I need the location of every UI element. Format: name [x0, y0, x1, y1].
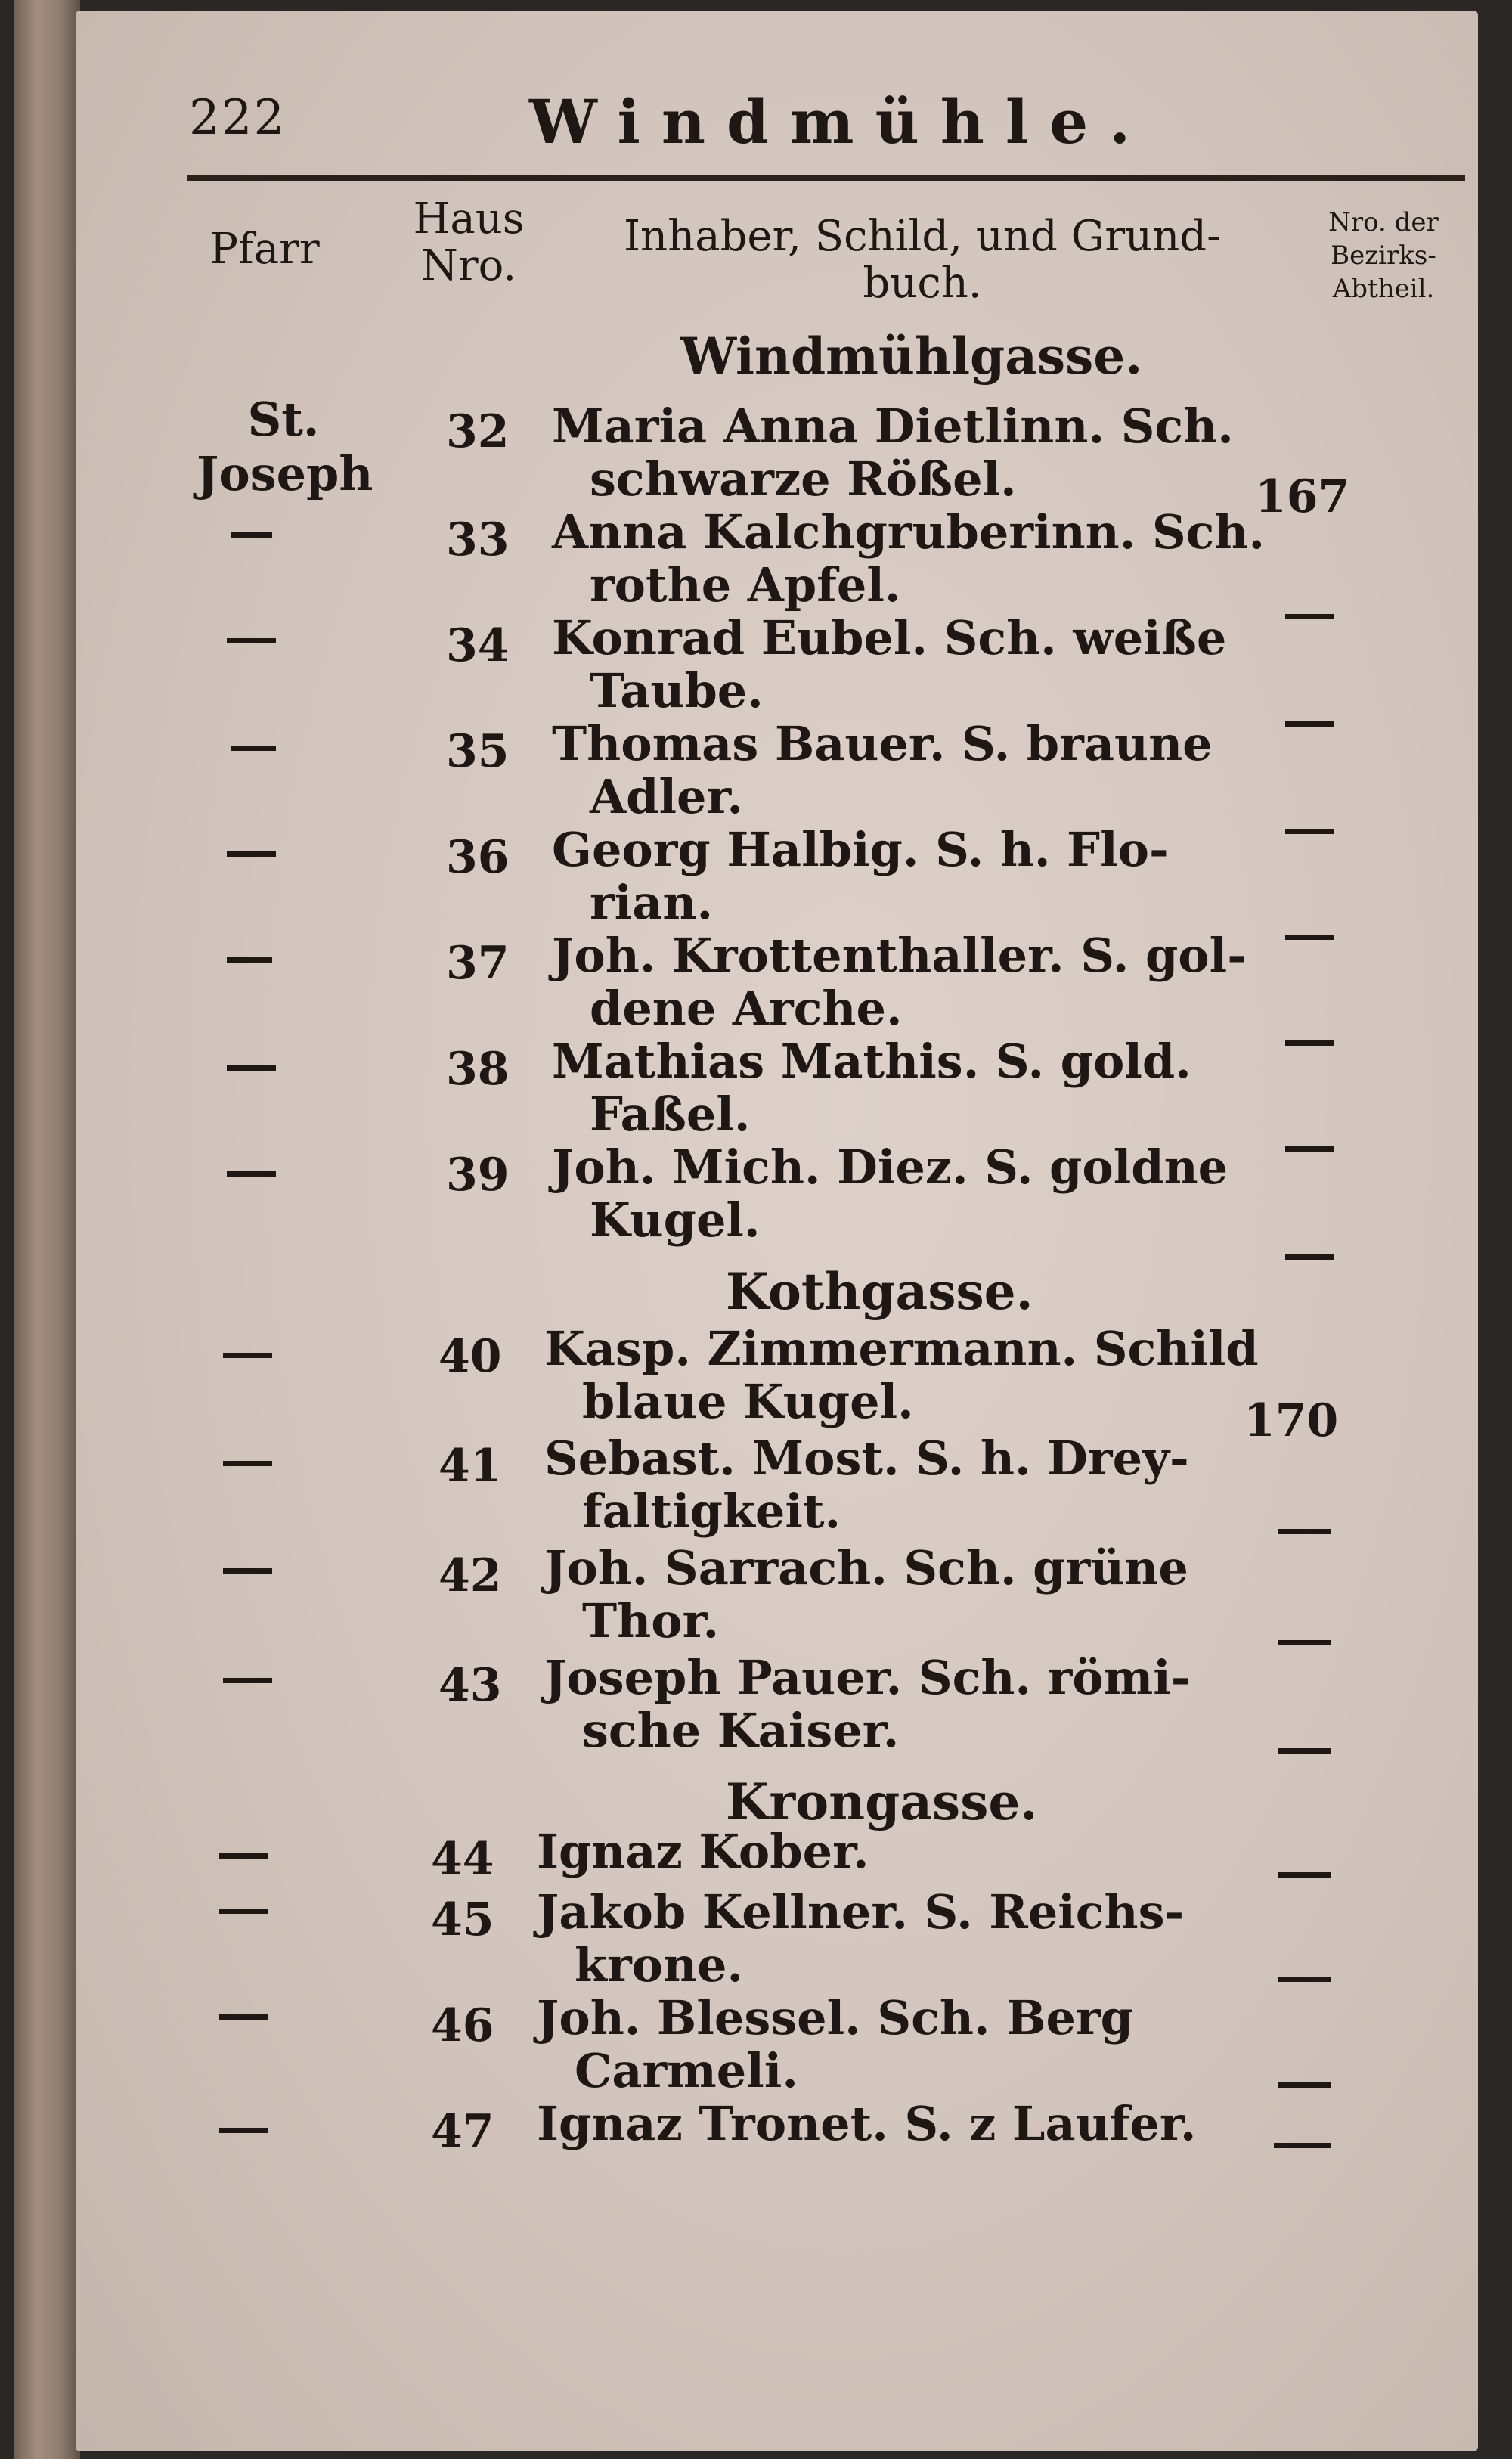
- column-header-inhaber: [559, 213, 1285, 307]
- entry-line: faltigkeit.: [582, 1484, 841, 1539]
- entry-text: [552, 823, 1169, 929]
- street-heading: Kothgasse.: [726, 1262, 1033, 1321]
- column-header-bezirk: [1293, 206, 1474, 305]
- street-heading: Windmühlgasse.: [680, 327, 1143, 386]
- column-header-pfarr: Pfarr: [209, 225, 320, 274]
- ditto-dash-pfarr: [219, 2128, 268, 2133]
- ditto-dash-pfarr: [227, 957, 272, 963]
- house-number: 41: [438, 1440, 502, 1493]
- ditto-dash-bezirk: [1278, 1640, 1331, 1645]
- ditto-dash-pfarr: [227, 1171, 276, 1177]
- ditto-dash-pfarr: [227, 638, 276, 643]
- column-header-haus-nro-line: Haus: [413, 194, 525, 243]
- entry-text: [552, 506, 1265, 612]
- entry-line: sche Kaiser.: [582, 1703, 900, 1758]
- house-number: 33: [446, 513, 510, 566]
- house-number: 32: [446, 405, 510, 458]
- ditto-dash-bezirk: [1278, 2082, 1331, 2088]
- entry-line: krone.: [575, 1937, 744, 1992]
- entry-line: Taube.: [590, 663, 764, 718]
- ditto-dash-pfarr: [231, 532, 272, 538]
- ditto-dash-pfarr: [219, 1909, 268, 1914]
- entry-line: Thomas Bauer. S. braune: [552, 716, 1213, 771]
- entry-text: [544, 1542, 1188, 1648]
- entry-line: Kugel.: [590, 1192, 761, 1248]
- house-number: 34: [446, 619, 510, 672]
- house-number: 38: [446, 1043, 510, 1096]
- entry-line: rian.: [590, 875, 714, 930]
- pfarr-label-line: Joseph: [197, 446, 373, 501]
- entry-line: Adler.: [590, 769, 744, 824]
- ditto-dash-bezirk: [1278, 1529, 1331, 1534]
- entry-line: Kasp. Zimmermann. Schild: [544, 1321, 1259, 1376]
- ditto-dash-pfarr: [227, 1065, 276, 1071]
- ditto-dash-bezirk: [1285, 935, 1334, 940]
- entry-text: [552, 400, 1234, 506]
- column-header-inhaber-line: buch.: [863, 259, 982, 308]
- ditto-dash-pfarr: [219, 1853, 268, 1859]
- entry-text: [552, 612, 1226, 718]
- page-number: 222: [189, 90, 287, 146]
- entry-text: [537, 2098, 1196, 2150]
- entry-line: Jakob Kellner. S. Reichs-: [537, 1884, 1185, 1940]
- ditto-dash-pfarr: [223, 1678, 272, 1683]
- pfarr-label: [197, 392, 373, 501]
- entry-text: [552, 718, 1213, 823]
- column-header-haus-nro-line: Nro.: [420, 241, 517, 290]
- entry-line: Carmeli.: [575, 2043, 798, 2098]
- entry-line: Ignaz Kober.: [537, 1824, 869, 1879]
- ditto-dash-pfarr: [219, 2014, 268, 2020]
- house-number: 36: [446, 831, 510, 884]
- house-number: 47: [431, 2105, 494, 2158]
- house-number: 40: [438, 1330, 502, 1383]
- ditto-dash-bezirk: [1278, 1977, 1331, 1982]
- ditto-dash-bezirk: [1285, 1254, 1334, 1260]
- entry-line: Joseph Pauer. Sch. römi-: [544, 1650, 1191, 1705]
- ditto-dash-pfarr: [231, 746, 276, 751]
- entry-text: [552, 929, 1247, 1035]
- ditto-dash-bezirk: [1285, 1146, 1334, 1152]
- house-number: 37: [446, 937, 510, 990]
- house-number: 35: [446, 725, 510, 778]
- ditto-dash-bezirk: [1278, 1872, 1331, 1878]
- ditto-dash-pfarr: [223, 1461, 272, 1466]
- entry-line: Joh. Krottenthaller. S. gol-: [552, 928, 1247, 983]
- column-header-bezirk-line: Abtheil.: [1332, 274, 1435, 304]
- entry-line: Mathias Mathis. S. gold.: [552, 1034, 1191, 1089]
- book-spine-edge: [14, 0, 80, 2459]
- entry-line: Joh. Sarrach. Sch. grüne: [544, 1540, 1188, 1595]
- column-header-bezirk-line: Bezirks-: [1331, 240, 1436, 271]
- house-number: 43: [438, 1659, 502, 1712]
- pfarr-label-line: St.: [247, 392, 320, 447]
- house-number: 44: [431, 1833, 494, 1886]
- house-number: 45: [431, 1893, 494, 1946]
- entry-line: Joh. Mich. Diez. S. goldne: [552, 1140, 1228, 1195]
- entry-line: Anna Kalchgruberinn. Sch.: [552, 504, 1266, 560]
- ditto-dash-pfarr: [227, 851, 276, 857]
- entry-text: [537, 1886, 1184, 1992]
- entry-line: dene Arche.: [590, 981, 903, 1036]
- entry-line: rothe Apfel.: [590, 557, 901, 612]
- entry-line: Maria Anna Dietlinn. Sch.: [552, 398, 1234, 454]
- entry-line: Joh. Blessel. Sch. Berg: [537, 1990, 1133, 2045]
- entry-text: [552, 1141, 1228, 1247]
- column-header-haus-nro: [393, 196, 544, 290]
- entry-line: Konrad Eubel. Sch. weiße: [552, 610, 1227, 665]
- ditto-dash-bezirk: [1274, 2143, 1331, 2148]
- entry-text: [544, 1651, 1191, 1757]
- column-header-bezirk-line: Nro. der: [1328, 207, 1439, 237]
- entry-line: schwarze Rößel.: [590, 451, 1017, 507]
- ditto-dash-bezirk: [1285, 614, 1334, 619]
- ditto-dash-pfarr: [223, 1568, 272, 1574]
- house-number: 39: [446, 1149, 510, 1202]
- entry-line: Georg Halbig. S. h. Flo-: [552, 822, 1169, 877]
- entry-text: [537, 1825, 869, 1878]
- column-header-inhaber-line: Inhaber, Schild, und Grund-: [623, 212, 1222, 261]
- entry-line: Faßel.: [590, 1087, 751, 1142]
- ditto-dash-bezirk: [1285, 721, 1334, 727]
- entry-text: [544, 1432, 1189, 1538]
- entry-text: [537, 1992, 1133, 2098]
- ditto-dash-pfarr: [223, 1353, 272, 1358]
- running-title: Windmühle.: [529, 86, 1152, 157]
- entry-line: blaue Kugel.: [582, 1374, 914, 1429]
- house-number: 46: [431, 1999, 494, 2052]
- entry-text: [552, 1035, 1191, 1141]
- ditto-dash-bezirk: [1278, 1748, 1331, 1754]
- bezirk-number: 167: [1255, 470, 1350, 523]
- entry-line: Sebast. Most. S. h. Drey-: [544, 1431, 1189, 1486]
- ditto-dash-bezirk: [1285, 829, 1334, 834]
- header-rule: [187, 175, 1465, 181]
- bezirk-number: 170: [1244, 1394, 1339, 1447]
- entry-text: [544, 1323, 1259, 1428]
- entry-line: Thor.: [582, 1593, 720, 1648]
- entry-line: Ignaz Tronet. S. z Laufer.: [537, 2096, 1197, 2151]
- book-page: [76, 11, 1478, 2451]
- street-heading: Krongasse.: [726, 1772, 1038, 1831]
- house-number: 42: [438, 1549, 502, 1602]
- ditto-dash-bezirk: [1285, 1040, 1334, 1046]
